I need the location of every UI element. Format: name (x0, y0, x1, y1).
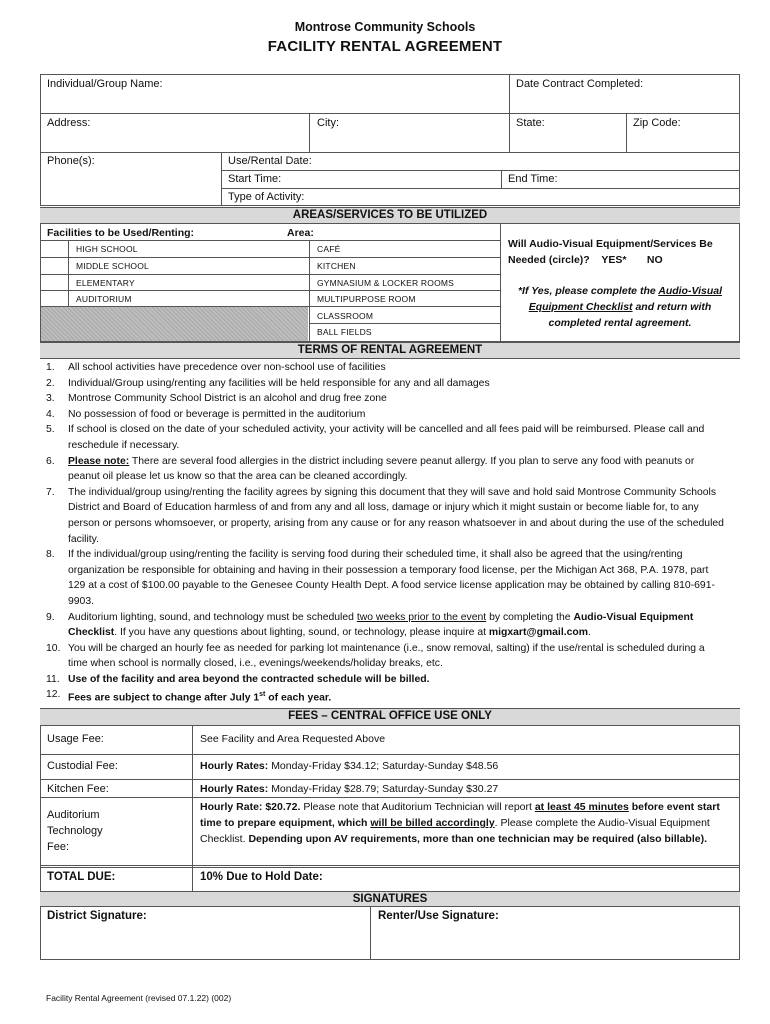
footer-revision: Facility Rental Agreement (revised 07.1.22) (002) (46, 993, 232, 1003)
shaded-cell (41, 307, 308, 341)
area-header: Area: (287, 227, 314, 239)
terms-list (46, 360, 726, 707)
av-question-line1: Will Audio-Visual Equipment/Services Be (508, 238, 713, 250)
auditorium-fee-label: Auditorium Technology Fee: (47, 809, 103, 853)
av-note: *If Yes, please complete the Audio-Visual Equipment Checklist and return with completed rental agreement. (517, 285, 723, 329)
use-date-label: Use/Rental Date: (228, 155, 312, 167)
name-field-label: Individual/Group Name: (47, 78, 163, 90)
usage-fee-value: See Facility and Area Requested Above (200, 733, 386, 745)
areas-section-title: AREAS/SERVICES TO BE UTILIZED (40, 207, 740, 224)
facility-elementary: ELEMENTARY (76, 278, 135, 288)
activity-type-label: Type of Activity: (228, 191, 305, 203)
contact-info-block (40, 74, 740, 206)
phone-label: Phone(s): (47, 155, 95, 167)
custodial-fee-label: Custodial Fee: (47, 760, 118, 772)
renter-signature-field[interactable]: Renter/Use Signature: (378, 910, 499, 922)
signatures-section-title: SIGNATURES (40, 891, 740, 907)
kitchen-fee-label: Kitchen Fee: (47, 783, 109, 795)
term-item: 11. Use of the facility and area beyond the contracted schedule will be billed. (46, 673, 430, 685)
facility-high-school: HIGH SCHOOL (76, 244, 138, 254)
term-item: 3. Montrose Community School District is an alcohol and drug free zone (46, 393, 387, 405)
area-cafe: CAFÉ (317, 244, 341, 254)
facility-middle-school: MIDDLE SCHOOL (76, 261, 149, 271)
area-ball-fields: BALL FIELDS (317, 327, 372, 337)
state-label: State: (516, 117, 545, 129)
term-item: 7. The individual/group using/renting the facility agrees by signing this document that they will save and hold said Montrose Community Schools District and Board of Education harmless of and from any and all loss, damage or injury which it might sustain or become liable for, to any person or persons whomsoever, or property, arising from any cause or for any reason whatsoever in and about during the use of the scheduled facility. (46, 486, 724, 545)
facilities-header: Facilities to be Used/Renting: (47, 227, 195, 239)
fees-section-title: FEES – CENTRAL OFFICE USE ONLY (40, 708, 740, 726)
custodial-fee-value: Hourly Rates: Monday-Friday $34.12; Saturday-Sunday $48.56 (200, 760, 499, 772)
term-item: 5. If school is closed on the date of your scheduled activity, your activity will be cancelled and all fees paid will be reimbursed. Please call and reschedule if necessary. (46, 424, 705, 451)
av-no-option[interactable]: NO (646, 254, 663, 266)
usage-fee-label: Usage Fee: (47, 733, 104, 745)
term-item: 9. Auditorium lighting, sound, and technology must be scheduled two weeks prior to the event by completing the Audio-Visual Equipment Checklist. If you have any questions about lighting, sound, or technology, please inquire at migxart@gmail.com. (46, 611, 694, 639)
facility-auditorium: AUDITORIUM (76, 294, 132, 304)
kitchen-fee-value: Hourly Rates: Monday-Friday $28.79; Saturday-Sunday $30.27 (200, 783, 499, 795)
form-title: FACILITY RENTAL AGREEMENT (267, 38, 503, 55)
district-signature-field[interactable]: District Signature: (47, 910, 147, 922)
term-item: 4. No possession of food or beverage is permitted in the auditorium (46, 408, 366, 420)
terms-section-title: TERMS OF RENTAL AGREEMENT (40, 342, 740, 359)
area-multipurpose: MULTIPURPOSE ROOM (317, 294, 416, 304)
end-time-label: End Time: (508, 173, 558, 185)
city-label: City: (317, 117, 339, 129)
term-item: 12. Fees are subject to change after July 1st of each year. (46, 689, 332, 704)
address-label: Address: (47, 117, 91, 129)
term-item: 6. Please note: There are several food allergies in the district including severe peanut allergy. If you plan to serve any food with peanuts or peanut oil please let us know so that the area can be cleaned accordingly. (46, 455, 695, 483)
zip-label: Zip Code: (633, 117, 681, 129)
term-item: 10. You will be charged an hourly fee as needed for parking lot maintenance (i.e., snow removal, salting) if the use/rental is scheduled during a time when school is normally closed, i.e., evenings/weekends/holiday breaks, etc. (46, 642, 705, 670)
start-time-label: Start Time: (228, 173, 282, 185)
area-gymnasium: GYMNASIUM & LOCKER ROOMS (317, 278, 455, 288)
term-item: 1. All school activities have precedence over non-school use of facilities (46, 362, 386, 373)
av-question-line2: Needed (circle)? YES* NO (508, 254, 663, 266)
area-kitchen: KITCHEN (317, 261, 356, 271)
term-item: 2. Individual/Group using/renting any facilities will be held responsible for any and all damages (46, 377, 490, 389)
date-completed-label: Date Contract Completed: (516, 78, 644, 90)
term-item: 8. If the individual/group using/renting the facility is serving food during their scheduled time, it shall also be agreed that the using/renting organization be responsible for obtaining and having in their possession a temporary food license, per the Michigan Act 368, P.A. 1978, part 129 at a cost of $100.00 payable to the Genesee County Health Dept. A food service license application may be obtained by calling 810-691-9903. (46, 549, 715, 607)
hold-date-label: 10% Due to Hold Date: (200, 871, 323, 883)
av-yes-option[interactable]: YES* (601, 254, 627, 266)
area-classroom: CLASSROOM (317, 311, 374, 321)
total-due-label: TOTAL DUE: (47, 871, 116, 883)
school-name: Montrose Community Schools (294, 20, 476, 34)
auditorium-fee-value: Hourly Rate: $20.72. Please note that Auditorium Technician will report at least 45 minutes before event start time to prepare equipment, which will be billed accordingly. Please complete the Audio-Visual Equipment Checklist. Depending upon AV requirements, more than one technician may be required (also billable). (200, 801, 720, 845)
